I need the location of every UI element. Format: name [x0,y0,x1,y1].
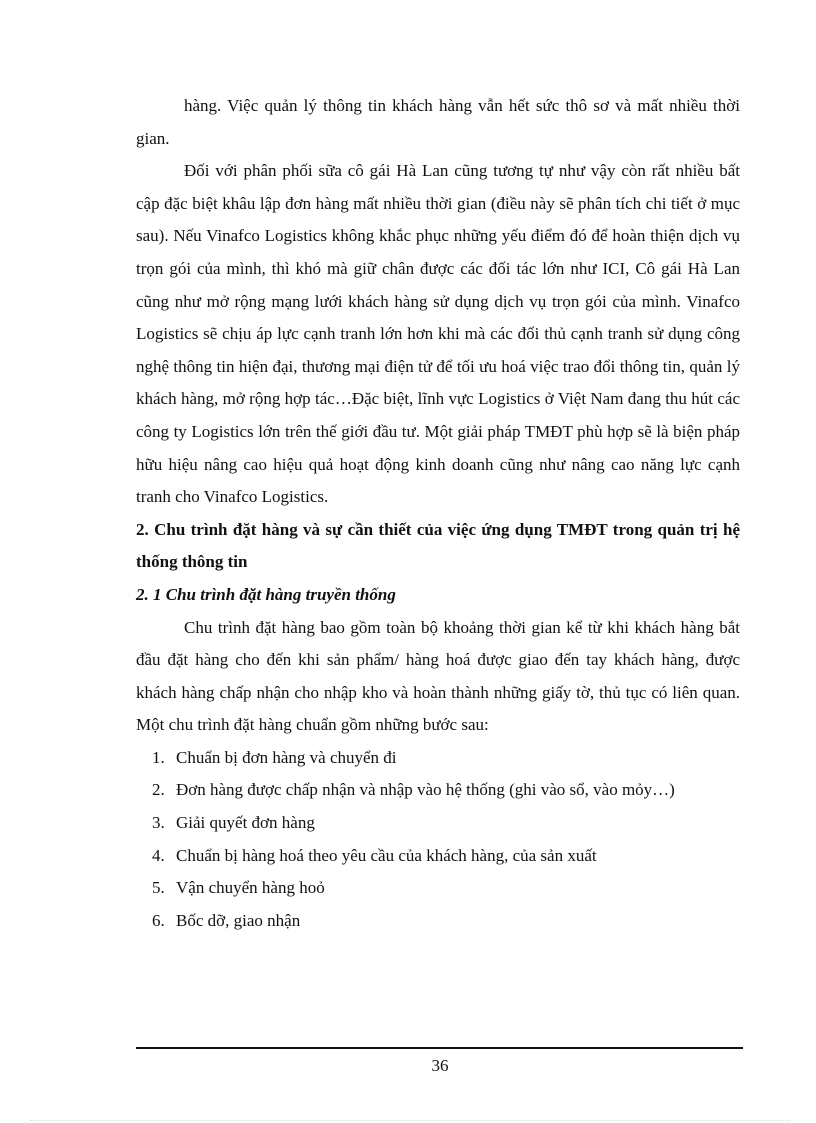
page-edge-divider [30,1120,790,1121]
list-item [136,742,740,775]
list-item [136,905,740,938]
list-number: 1. [152,747,165,767]
list-item [136,774,740,807]
list-item-text: Giải quyết đơn hàng [176,813,315,833]
list-number: 3. [152,813,165,833]
list-item [136,840,740,873]
list-number: 5. [152,878,165,898]
paragraph-distribution: Đối với phân phối sữa cô gái Hà Lan cũng tương tự như vậy còn rất nhiều bất cập đặc biệt khâu lập đơn hàng mất nhiều thời gian (điều này sẽ phân tích chi tiết ở mục sau). Nếu Vinafco Logistics không khắc phục những yếu điểm đó để hoàn thiện dịch vụ trọn gói của mình, thì khó mà giữ chân được các đối tác lớn như ICI, Cô gái Hà Lan cũng như mở rộng mạng lưới khách hàng sử dụng dịch vụ trọn gói của mình. Vinafco Logistics sẽ chịu áp lực cạnh tranh lớn hơn khi mà các đối thủ cạnh tranh sử dụng công nghệ thông tin hiện đại, thương mại điện tử để tối ưu hoá việc trao đổi thông tin, quản lý khách hàng, mở rộng hợp tác…Đặc biệt, lĩnh vực Logistics ở Việt Nam đang thu hút các công ty Logistics lớn trên thế giới đầu tư. Một giải pháp TMĐT phù hợp sẽ là biện pháp hữu hiệu nâng cao hiệu quả hoạt động kinh doanh cũng như nâng cao năng lực cạnh tranh cho Vinafco Logistics. [136,161,740,507]
list-item [136,807,740,840]
list-item-text: Bốc dỡ, giao nhận [176,910,301,930]
paragraph-continued: hàng. Việc quản lý thông tin khách hàng vẫn hết sức thô sơ và mất nhiều thời gian. [136,96,740,148]
list-item-text: Chuẩn bị đơn hàng và chuyển đi [176,747,397,767]
footer-divider [136,1047,743,1049]
list-number: 6. [152,910,165,930]
order-steps-list [136,742,740,938]
paragraph-order-cycle: Chu trình đặt hàng bao gồm toàn bộ khoảng thời gian kể từ khi khách hàng bắt đầu đặt hàng cho đến khi sản phẩm/ hàng hoá được giao đến tay khách hàng, được khách hàng chấp nhận cho nhập kho và hoàn thành những giấy tờ, thủ tục có liên quan. Một chu trình đặt hàng chuẩn gồm những bước sau: [136,617,740,735]
list-item-text: Vận chuyển hàng hoỏ [176,878,325,898]
page-number: 36 [431,1056,449,1075]
subsection-heading-2-1: 2. 1 Chu trình đặt hàng truyền thống [136,584,396,604]
list-item [136,872,740,905]
list-item-text: Đơn hàng được chấp nhận và nhập vào hệ thống (ghi vào sổ, vào mỏy…) [176,780,675,800]
section-heading-2: 2. Chu trình đặt hàng và sự cần thiết của việc ứng dụng TMĐT trong quản trị hệ thống thông tin [136,519,740,572]
list-number: 2. [152,780,165,800]
list-item-text: Chuẩn bị hàng hoá theo yêu cầu của khách hàng, của sản xuất [176,845,597,865]
list-number: 4. [152,845,165,865]
page-content [136,90,740,937]
